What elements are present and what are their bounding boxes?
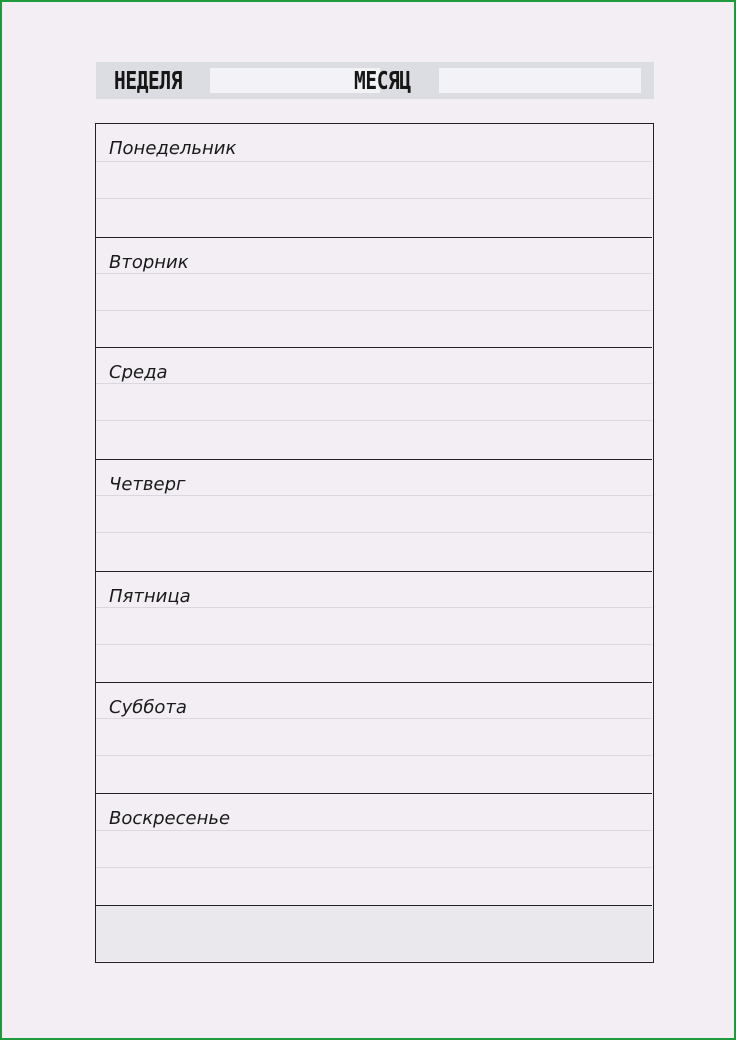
writing-line [96, 161, 652, 162]
writing-line [96, 495, 652, 496]
day-label-saturday: Суббота [109, 697, 187, 718]
writing-line [96, 198, 652, 199]
writing-line [96, 420, 652, 421]
writing-line [96, 718, 652, 719]
day-row-tuesday[interactable] [96, 238, 652, 348]
writing-line [96, 310, 652, 311]
writing-line [96, 755, 652, 756]
writing-line [96, 607, 652, 608]
day-row-wednesday[interactable] [96, 348, 652, 460]
day-row-saturday[interactable] [96, 683, 652, 794]
writing-line [96, 273, 652, 274]
header-bar [96, 62, 654, 99]
day-row-friday[interactable] [96, 572, 652, 683]
day-label-sunday: Воскресенье [109, 808, 231, 829]
weekly-planner-grid [95, 123, 654, 963]
day-label-tuesday: Вторник [109, 252, 189, 273]
day-label-thursday: Четверг [109, 474, 186, 495]
writing-line [96, 532, 652, 533]
day-row-monday[interactable] [96, 124, 652, 238]
week-label: НЕДЕЛЯ [114, 66, 183, 95]
notes-row[interactable] [96, 906, 652, 961]
day-row-sunday[interactable] [96, 794, 652, 906]
writing-line [96, 644, 652, 645]
day-row-thursday[interactable] [96, 460, 652, 572]
writing-line [96, 867, 652, 868]
month-label: МЕСЯЦ [354, 66, 411, 95]
writing-line [96, 830, 652, 831]
writing-line [96, 383, 652, 384]
day-label-friday: Пятница [109, 586, 191, 607]
day-label-monday: Понедельник [109, 138, 237, 159]
month-field[interactable] [439, 68, 641, 93]
day-label-wednesday: Среда [109, 362, 168, 383]
